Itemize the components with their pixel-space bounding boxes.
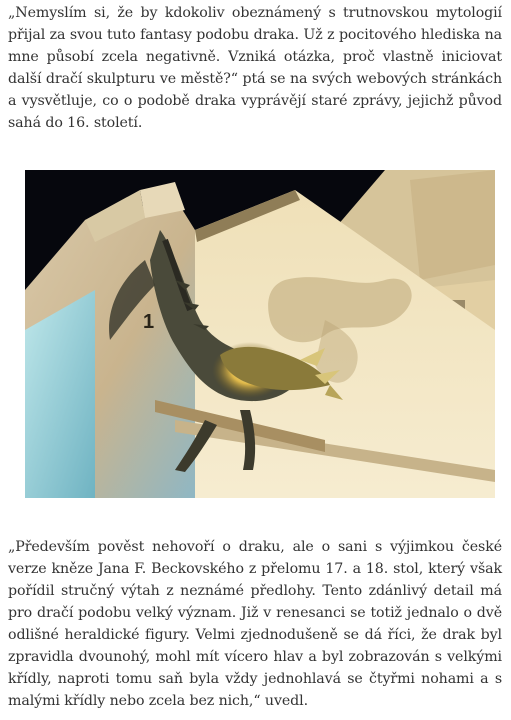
dragon-photo-illustration	[25, 170, 495, 498]
article-paragraph-2: „Především pověst nehovoří o draku, ale o sani s výjimkou české verze kněze Jana F. Beckovského z přelomu 17. a 18. stol, který však pořídil stručný výtah z neznámé předlohy. Tento zdánlivý detail má pro dračí podobu velký význam. Již v renesanci se totiž jednalo o dvě odlišné heraldické figury. Velmi zjednodušeně se dá říci, že drak byl zpravidla dvounohý, mohl mít vícero hlav a byl zobrazován s velkými křídly, naproti tomu saň byla vždy jednohlavá se čtyřmi nohami a s malými křídly nebo zcela bez nich,“ uvedl.	[8, 539, 502, 709]
facade-number: 1	[143, 311, 155, 333]
article-paragraph-1: „Nemyslím si, že by kdokoliv obeznámený s trutnovskou mytologií přijal za svou tuto fantasy podobu draka. Už z pocitového hlediska na mne působí zcela negativně. Vzniká otázka, proč vlastně iniciovat další dračí skulpturu ve městě?“ ptá se na svých webových stránkách a vysvětluje, co o podobě draka vyprávějí staré zprávy, jejichž původ sahá do 16. století.	[8, 5, 502, 131]
dragon-sculpture-photo	[25, 170, 495, 498]
